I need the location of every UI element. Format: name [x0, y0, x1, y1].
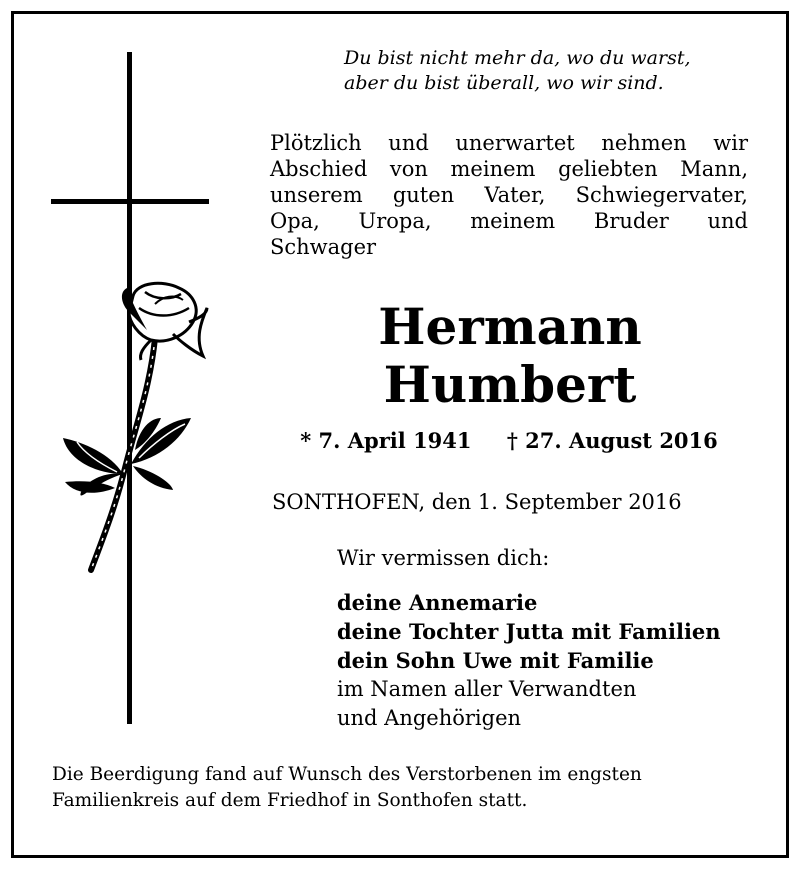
birth-date: * 7. April 1941	[300, 428, 472, 453]
signer-line: im Namen aller Verwandten	[337, 677, 637, 701]
life-dates	[270, 428, 748, 453]
signer-line: deine Annemarie	[337, 590, 538, 615]
cross-icon-bar	[51, 199, 209, 204]
signer-line: deine Tochter Jutta mit Familien	[337, 619, 721, 644]
funeral-note-line: Familienkreis auf dem Friedhof in Sonthofen statt.	[52, 790, 528, 811]
intro-line: Schwager	[270, 235, 377, 259]
rose-icon	[55, 278, 215, 578]
motto-line: aber du bist überall, wo wir sind.	[344, 72, 664, 94]
motto-line: Du bist nicht mehr da, wo du warst,	[344, 47, 691, 69]
intro-line: Abschied von meinem geliebten Mann,	[270, 157, 748, 181]
funeral-note-line: Die Beerdigung fand auf Wunsch des Verstorbenen im engsten	[52, 764, 642, 785]
last-name: Humbert	[383, 355, 637, 414]
intro-line: Plötzlich und unerwartet nehmen wir	[270, 131, 748, 155]
deceased-name	[260, 298, 760, 414]
death-date: † 27. August 2016	[506, 428, 718, 453]
first-name: Hermann	[378, 297, 642, 356]
signer-line: und Angehörigen	[337, 706, 522, 730]
intro-text	[270, 130, 748, 260]
intro-line: unserem guten Vater, Schwiegervater,	[270, 183, 748, 207]
funeral-note	[52, 762, 752, 814]
miss-line: Wir vermissen dich:	[337, 546, 550, 570]
intro-line: Opa, Uropa, meinem Bruder und	[270, 209, 748, 233]
motto-quote	[300, 46, 748, 96]
signer-line: dein Sohn Uwe mit Familie	[337, 648, 654, 673]
place-date: SONTHOFEN, den 1. September 2016	[272, 490, 682, 514]
signers	[337, 588, 721, 733]
